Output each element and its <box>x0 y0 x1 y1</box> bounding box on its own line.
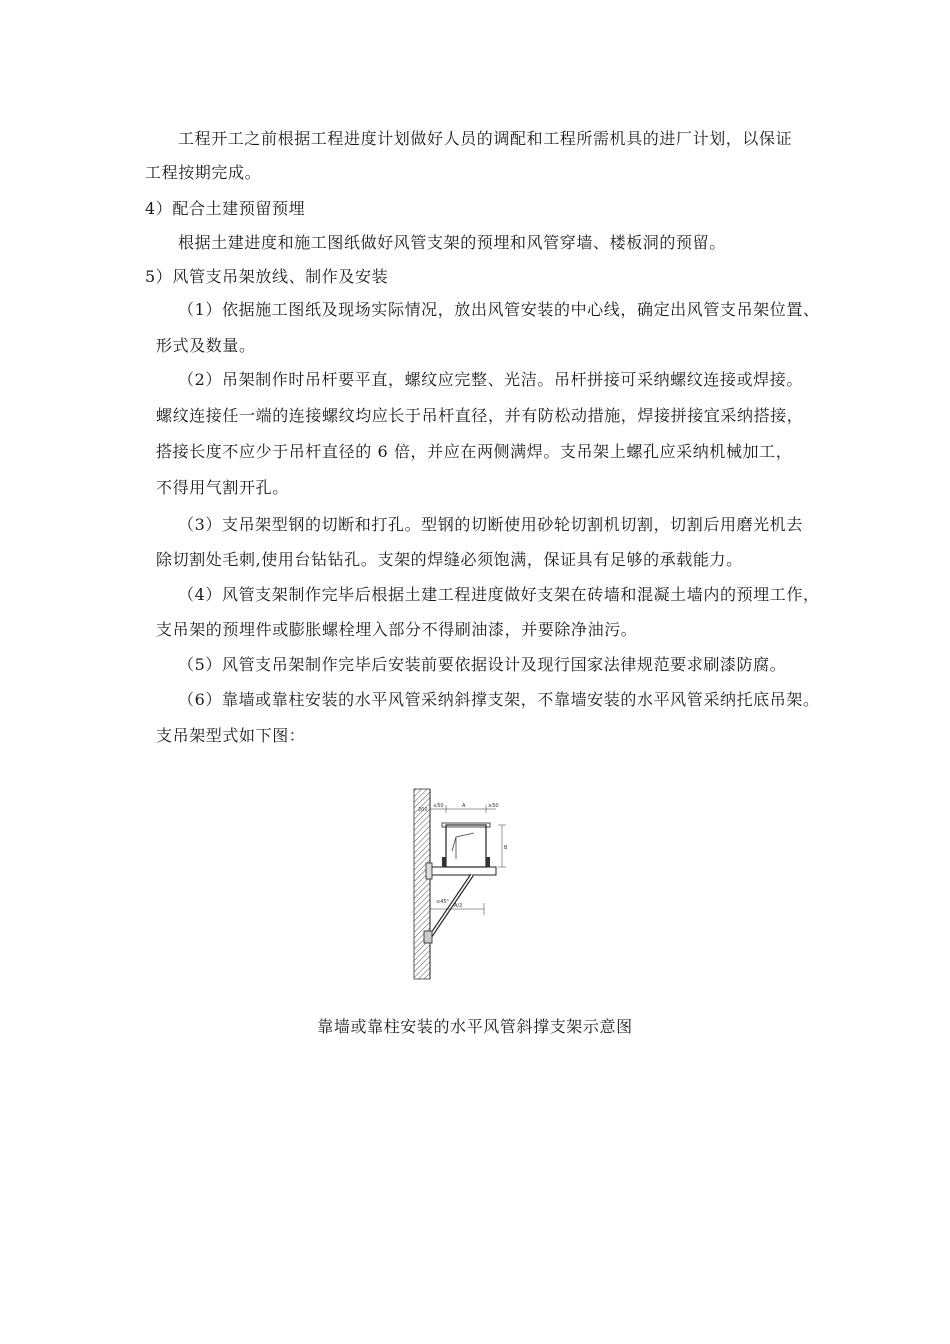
support-beam <box>430 867 496 875</box>
section-heading: 5）风管支吊架放线、制作及安装 <box>145 267 389 286</box>
paragraph-line: 工程按期完成。 <box>145 163 262 182</box>
paragraph-line: 螺纹连接任一端的连接螺纹均应长于吊杆直径，并有防松动措施，焊接拼接宜采纳搭接， <box>156 406 804 425</box>
paragraph-line: 除切割处毛刺,使用台钻钻孔。支架的焊缝必须饱满，保证具有足够的承载能力。 <box>156 550 743 569</box>
paragraph-line: 根据土建进度和施工图纸做好风管支架的预埋和风管穿墙、楼板洞的预留。 <box>178 233 726 252</box>
dim-wall: 200 <box>418 807 428 813</box>
dim-top-right: ≥50 <box>488 803 499 809</box>
paragraph-line: 支吊架型式如下图： <box>156 726 306 745</box>
wall-hatch <box>414 789 430 979</box>
paragraph-line: （2）吊架制作时吊杆要平直，螺纹应完整、光洁。吊杆拼接可采纳螺纹连接或焊接。 <box>178 370 803 389</box>
paragraph-line: （6）靠墙或靠柱安装的水平风管采纳斜撑支架，不靠墙安装的水平风管采纳托底吊架。 <box>178 690 820 709</box>
bracket-drawing <box>412 787 522 981</box>
paragraph-line: 搭接长度不应少于吊杆直径的 6 倍，并应在两侧满焊。支吊架上螺孔应采纳机械加工， <box>156 442 793 461</box>
paragraph-line: （3）支吊架型钢的切断和打孔。型钢的切断使用砂轮切割机切割，切割后用磨光机去 <box>178 515 803 534</box>
paragraph-line: 工程开工之前根据工程进度计划做好人员的调配和工程所需机具的进厂计划，以保证 <box>178 129 793 148</box>
figure-caption: 靠墙或靠柱安装的水平风管斜撑支架示意图 <box>317 1017 633 1036</box>
dim-height: B <box>504 845 508 851</box>
paragraph-line: （5）风管支吊架制作完毕后安装前要依据设计及现行国家法律规范要求刷漆防腐。 <box>178 655 787 674</box>
embed-plate <box>426 863 432 879</box>
paragraph-line: 不得用气割开孔。 <box>156 478 289 497</box>
paragraph-line: 支吊架的预埋件或膨胀螺栓埋入部分不得刷油漆，并要除净油污。 <box>156 620 638 639</box>
paragraph-line: （1）依据施工图纸及现场实际情况，放出风管安装的中心线，确定出风管支吊架位置、 <box>178 300 820 319</box>
dim-top-a: A <box>462 803 466 809</box>
dim-top-left: ≤50 <box>433 803 444 809</box>
dim-half: A/2 <box>454 903 463 909</box>
duct <box>446 825 486 867</box>
paragraph-line: 形式及数量。 <box>156 336 256 355</box>
dim-angle: ≤45° <box>436 899 450 905</box>
section-heading: 4）配合土建预留预埋 <box>145 199 306 218</box>
bracket-diagram <box>412 787 522 981</box>
paragraph-line: （4）风管支架制作完毕后根据土建工程进度做好支架在砖墙和混凝土墙内的预埋工作， <box>178 585 820 604</box>
